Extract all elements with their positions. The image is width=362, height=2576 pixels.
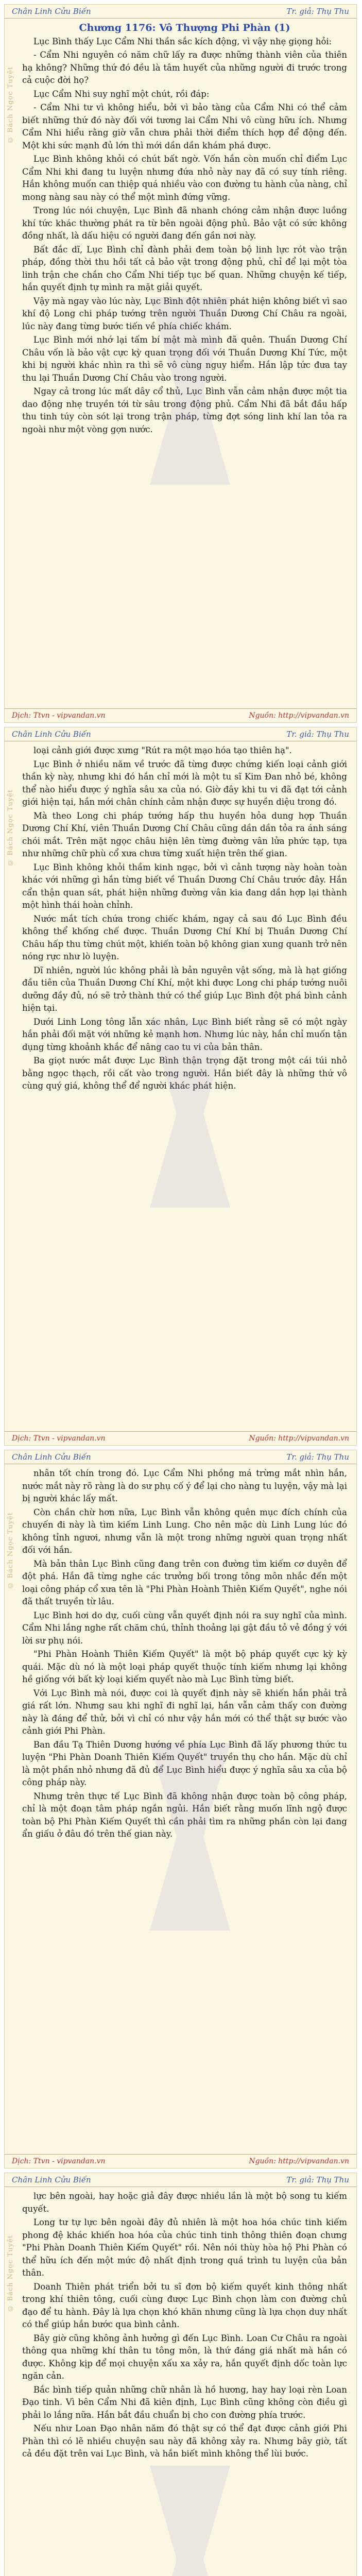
side-watermark: © Bách Ngọc Tuyệt xyxy=(7,789,14,867)
paragraph: Dĩ nhiên, người lúc không phải là bản nguyên vật sống, mà là hạt giống đầu tiên của Thuần Dương Chí Khí, một khi được Long chi pháp tướng nuôi dưỡng đầy đủ, nó sẽ trở thành thứ có thể giúp Lục Bình đột phá bình cảnh hiện tại. xyxy=(22,965,347,1013)
paragraph: Doanh Thiên phát triển bởi tu sĩ đơn bộ kiếm quyết kinh thông nhất trong khí thiên tông, cuối cùng được Lục Bình chọn làm con đường chủ đạo để tu hành. Đây là lựa chọn khó khăn nhưng cũng là lựa chọn duy nhất có thể giúp hắn bước qua bình cảnh. xyxy=(22,2281,347,2329)
page-4 xyxy=(4,2173,357,2576)
site-name: Chân Linh Cửu Biến xyxy=(12,2175,91,2184)
chapter-body xyxy=(5,741,356,1093)
side-watermark: © Bách Ngọc Tuyệt xyxy=(7,66,14,144)
paragraph: loại cảnh giới được xưng "Rút ra một mạo hóa tạo thiên hạ". xyxy=(33,745,292,755)
translator: Tr. giả: Thụ Thu xyxy=(286,7,349,16)
paragraph: Long tư tự lực bên ngoài đây đủ nhiên là một hoa hóa chúc tinh kiếm phong đệ khác khiến hoa hóa của chúc tinh tinh thông thiên đoạn chưng "Phi Phàn Doanh Thiên Kiếm Quyết" rồi. Nên nói thùy hòa hộ Phi Phàn có thể hữu ích đến một mức độ nhất định trong quá trình tu luyện của bản thân. xyxy=(22,2217,347,2278)
chapter-body xyxy=(5,19,356,436)
paragraph: Lục Bình không khỏi thầm kinh ngạc, bởi vì cảnh tượng này hoàn toàn khác với những gì hắn từng biết về Thuần Dương Chí Châu trước đây. Hắn cẩn thận quan sát, phát hiện những đường vân kia đang dần hợp lại thành một hình thái hoàn chỉnh. xyxy=(22,862,347,910)
paragraph: Với Lục Bình mà nói, được coi là quyết định này sẽ khiến hắn phải trả giá rất lớn. Nhưng sau khi nghĩ đi nghĩ lại, hắn vẫn cảm thấy con đường này là đáng để thử, bởi vì chỉ có như vậy hắn mới có thể thật sự bước vào cảnh giới Phi Phàn. xyxy=(22,1688,347,1736)
logo-watermark-icon xyxy=(123,2451,257,2576)
paragraph: Ban đầu Tạ Thiên Dương hướng về phía Lục Bình đã lấy phương thức tu luyện "Phi Phàn Doanh Thiên Kiếm Quyết" truyền thụ cho hắn. Mặc dù chỉ là một phần nhỏ nhưng đã đủ để Lục Bình hiểu được ý nghĩa sâu xa của bộ công pháp này. xyxy=(22,1739,347,1787)
paragraph: - Cẩm Nhi tư vì không hiểu, bởi vì bảo tàng của Cẩm Nhi có thể cảm biết những thứ đó này đối với tương lai Cẩm Nhi vô cùng hữu ích. Nhưng Cẩm Nhi hiểu rằng giờ vẫn chưa phải thời điểm thích hợp để động đến. Một khi sức mạnh đủ lớn thì mới dần dần khám phá được. xyxy=(22,103,347,150)
footer-source: Dịch: Ttvn - vipvandan.vn xyxy=(12,711,106,720)
translator: Tr. giả: Thụ Thu xyxy=(286,2175,349,2184)
paragraph: Còn chần chừ hơn nữa, Lục Bình vẫn không quên mục đích chính của chuyến đi này là tìm kiếm Linh Lung. Cho nên mặc dù Linh Lung lúc đó không tỉnh ngươi, nhưng vẫn là một trong những người quan trọng nhất đối với hắn. xyxy=(22,1507,347,1555)
site-name: Chân Linh Cửu Biến xyxy=(12,1452,91,1462)
footer-origin: Nguồn: http://vipvandan.vn xyxy=(249,1434,349,1443)
paragraph: Lục Bình không khỏi có chút bất ngờ. Vốn hắn còn muốn chỉ điểm Lục Cẩm Nhi khi đang tu luyện nhưng đứa nhỏ này nay đã có suy tính riêng. Hắn không muốn can thiệp quá nhiều vào con đường tu hành của nàng, chỉ mong nàng sau này có thể một mình đứng vững. xyxy=(22,154,347,202)
side-watermark: © Bách Ngọc Tuyệt xyxy=(7,1512,14,1589)
paragraph: Vậy mà ngay vào lúc này, Lục Bình đột nhiên phát hiện không biết vì sao khí độ Long chi pháp tướng trên người Thuần Dương Chí Châu ra ngoài, lúc này đang từng bước tiến về phía chiếc khám. xyxy=(22,296,347,331)
paragraph: Bây giờ cũng không ảnh hưởng gì đến Lục Bình. Loan Cư Châu ra ngoài thông qua những khí thân tu tông môn, là thứ đáng giá nhất mà hắn có được. Không kịp để mọi chuyện xấu xa xảy ra, hắn quyết định dốc toàn lực ngăn cản. xyxy=(22,2333,347,2381)
page-header xyxy=(5,2173,356,2187)
page-footer xyxy=(5,1431,356,1445)
paragraph: - Cẩm Nhi nguyên có năm chữ lấy ra được những thành viên của thiên hạ không? Những thứ đó đều là tâm huyết của những người đi trước trong cả cuộc đời họ? xyxy=(22,50,347,85)
footer-source: Dịch: Ttvn - vipvandan.vn xyxy=(12,2157,106,2165)
paragraph: lực bên ngoài, hay hoặc giả đây được nhiều lần là một bộ song tu kiếm quyết. xyxy=(22,2191,347,2214)
page-footer xyxy=(5,2154,356,2168)
chapter-title: Chương 1176: Vô Thượng Phi Phàn (1) xyxy=(79,22,290,33)
paragraph: "Phi Phàn Hoành Thiên Kiếm Quyết" là một bộ pháp quyết cực kỳ kỳ quái. Mặc dù nó là một loại pháp quyết thuộc tính kiếm nhưng lại không hề giống với bất kỳ loại kiếm quyết nào mà Lục Bình từng biết. xyxy=(22,1649,347,1684)
chapter-body xyxy=(5,1464,356,1841)
page-footer xyxy=(5,708,356,722)
translator: Tr. giả: Thụ Thu xyxy=(286,1452,349,1462)
paragraph: Ngay cả trong lúc mất dây cổ thủ, Lục Bình vẫn cảm nhận được một tia dao động nhẹ truyền tới từ sâu trong động phủ. Cẩm Nhi đã bắt đầu hấp thu tinh túy còn sót lại trong trận pháp, từng đợt sóng linh khí lan tỏa ra ngoài như một vòng gợn nước. xyxy=(22,386,347,434)
paragraph: Bất đắc dĩ, Lục Bình chỉ đành phải đem toàn bộ linh lực rót vào trận pháp, đồng thời thu hồi tất cả bảo vật trong động phủ, chỉ để lại một tòa linh trận che chắn cho Cẩm Nhi tiếp tục bế quan. Những chuyện kế tiếp, hắn quyết định tự mình ra mặt giải quyết. xyxy=(22,244,347,292)
paragraph: Bắc bình tiếp quản những chữ nhân là hồ hương, hay hay loại rèn Loan Đạo tinh. Vì bên Cẩm Nhi đã kiên định, Lục Bình cũng không còn điều gì phải lo lắng nữa. Hắn bắt đầu chuẩn bị cho con đường phía trước. xyxy=(22,2384,347,2420)
site-name: Chân Linh Cửu Biến xyxy=(12,730,91,739)
paragraph: Lục Bình thấy Lục Cẩm Nhi thần sắc kích động, vì vậy nhẹ giọng hỏi: xyxy=(33,36,332,46)
translator: Tr. giả: Thụ Thu xyxy=(286,730,349,739)
page-2 xyxy=(4,727,357,1446)
page-header xyxy=(5,5,356,19)
page-3 xyxy=(4,1450,357,2168)
site-name: Chân Linh Cửu Biến xyxy=(12,7,91,16)
paragraph: Lục Bình ở nhiều năm về trước đã từng được chứng kiến loại cảnh giới thần kỳ này, nhưng khi đó hắn chỉ mới là một tu sĩ Kim Đan nhỏ bé, không thể nào hiểu được ý nghĩa sâu xa của nó. Giờ đây khi tu vi đã đạt tới cảnh giới hiện tại, hắn mới chân chính cảm nhận được sự huyền diệu trong đó. xyxy=(22,759,347,807)
page-1 xyxy=(4,4,357,723)
footer-origin: Nguồn: http://vipvandan.vn xyxy=(249,2157,349,2165)
page-header xyxy=(5,727,356,741)
paragraph: Mà bản thân Lục Bình cũng đang trên con đường tìm kiếm cơ duyên để đột phá. Hắn đã từng nghe các trưởng bối trong tông môn nhắc đến một loại công pháp cổ xưa tên là "Phi Phàn Hoành Thiên Kiếm Quyết", nghe nói đã thất truyền từ lâu. xyxy=(22,1558,347,1606)
paragraph: Ba giọt nước mắt được Lục Bình thận trọng đặt trong một cái túi nhỏ bằng ngọc thạch, rồi cất vào trong người. Hắn biết đây là những thứ vô cùng quý giá, không thể để người khác phát hiện. xyxy=(22,1056,347,1091)
side-watermark: © Bách Ngọc Tuyệt xyxy=(7,2235,14,2312)
paragraph: Nước mắt tích chứa trong chiếc khám, ngay cả sau đó Lục Bình đều không thể khống chế được. Thuần Dương Chí Khí bị Thuần Dương Chí Châu hấp thu từng chút một, khiến toàn bộ không gian xung quanh trở nên nóng rực như lò luyện. xyxy=(22,913,347,961)
paragraph: Trong lúc nói chuyện, Lục Bình đã nhanh chóng cảm nhận được luồng khí tức khác thường phát ra từ bên ngoài động phủ. Bảo vật có sức không đồng nhất, là dấu hiệu có người đang đến gần nơi này. xyxy=(22,206,347,241)
paragraph: Nếu như Loan Đạo nhân năm đó thật sự có thể đạt được cảnh giới Phi Phàn thì có lẽ nhiều chuyện sau này đã không xảy ra. Nhưng bây giờ, tất cả đều đặt trên vai Lục Bình, và hắn biết mình không thể lùi bước. xyxy=(22,2424,347,2459)
paragraph: Lục Bình mới nhớ lại tấm bí mật mà mình đã quên. Thuần Dương Chí Châu vốn là bảo vật cực kỳ quan trọng đối với Thuần Dương Khí Tức, một khi bị người khác nhìn ra thì sẽ vô cùng nguy hiểm. Hắn lập tức đưa tay thu lại Thuần Dương Chí Châu vào trong người. xyxy=(22,335,347,383)
page-header xyxy=(5,1450,356,1464)
paragraph: Mà theo Long chi pháp tướng hấp thu huyền hỏa dung hợp Thuần Dương Chí Khí, viên Thuần Dương Chí Châu cũng dần dần tỏa ra ánh sáng chói mắt. Trên mặt ngọc châu hiện lên từng đường vân lửa phức tạp, tựa như những chữ phù cổ xưa chưa từng xuất hiện trên thế gian. xyxy=(22,810,347,858)
paragraph: Nhưng trên thực tế Lục Bình đã không nhận được toàn bộ công pháp, chỉ là một đoạn tâm pháp ngắn ngủi. Hắn biết rằng muốn lĩnh ngộ được toàn bộ Phi Phàn Kiếm Quyết thì cần phải tìm ra những phần còn lại đang ẩn giấu ở đâu đó trên thế gian này. xyxy=(22,1791,347,1839)
paragraph: Lục Bình hơi do dự, cuối cùng vẫn quyết định nói ra suy nghĩ của mình. Cẩm Nhi lắng nghe rất chăm chú, thỉnh thoảng lại gật đầu tỏ vẻ đồng ý với lời sư phụ nói. xyxy=(22,1610,347,1646)
footer-origin: Nguồn: http://vipvandan.vn xyxy=(249,711,349,720)
paragraph: Lục Cẩm Nhi suy nghĩ một chút, rồi đáp: xyxy=(33,89,210,99)
chapter-body xyxy=(5,2187,356,2461)
footer-source: Dịch: Ttvn - vipvandan.vn xyxy=(12,1434,106,1443)
paragraph: Dưới Linh Long tông lẫn xác nhân, Lục Bình biết rằng sẽ có một ngày hắn phải đối mặt với những kẻ mạnh hơn. Nhưng lúc này, hắn chỉ muốn tận dụng từng khoảnh khắc để nâng cao tu vi của bản thân. xyxy=(22,1016,347,1052)
paragraph: nhân tốt chín trong đó. Lục Cẩm Nhi phồng má trừng mắt nhìn hắn, nước mắt này rõ ràng là do sư phụ cố ý để lại cho nàng tu luyện, vậy mà lại bị người khác lấy mất. xyxy=(22,1468,347,1503)
